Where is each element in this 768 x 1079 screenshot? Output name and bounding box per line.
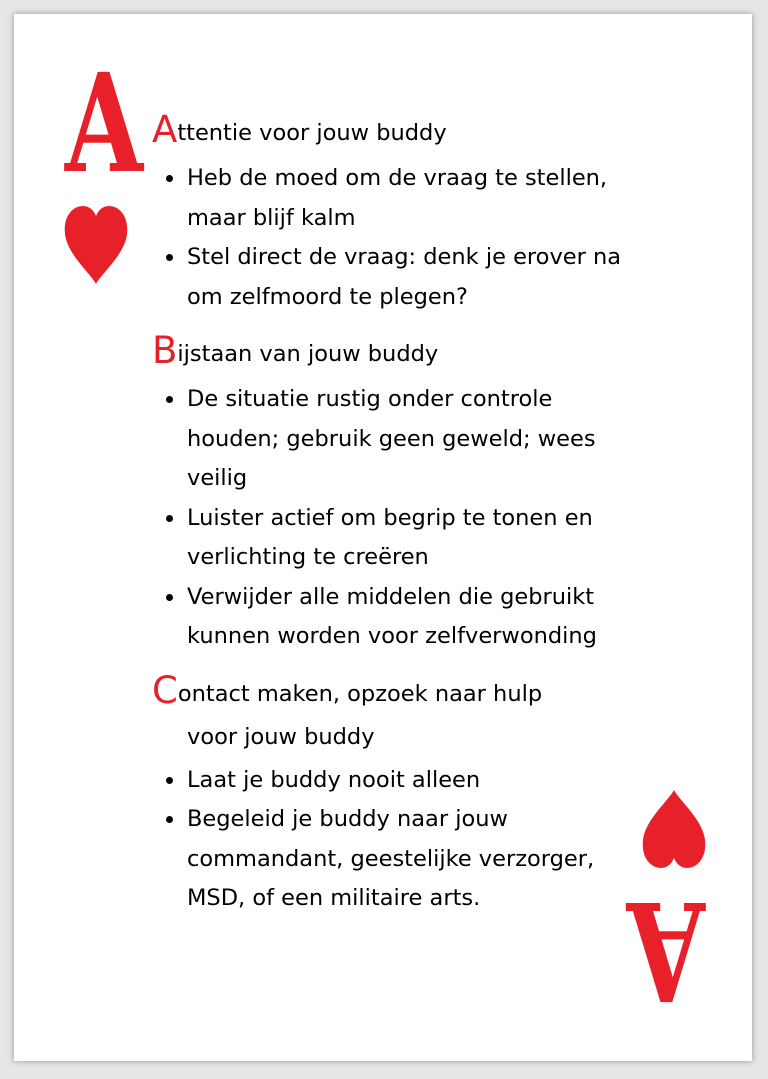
list-item-text: Begeleid je buddy naar jouw commandant, geestelijke verzorger, MSD, of een militaire arts. xyxy=(187,806,595,911)
playing-card xyxy=(14,14,752,1061)
list-item xyxy=(152,380,632,499)
section-title-text: ijstaan van jouw buddy xyxy=(177,341,439,367)
bullet-dot xyxy=(166,515,173,522)
list-item-text: Heb de moed om de vraag te stellen, maar blijf kalm xyxy=(187,165,608,231)
bullet-dot xyxy=(166,816,173,823)
list-item-text: Laat je buddy nooit alleen xyxy=(187,766,481,793)
bullet-list xyxy=(152,159,632,317)
section-contact xyxy=(152,668,632,919)
bullet-dot xyxy=(166,175,173,182)
section-title xyxy=(152,668,632,757)
card-corner-bottom xyxy=(626,790,716,1030)
section-title-text: ttentie voor jouw buddy xyxy=(177,120,447,146)
heart-icon xyxy=(63,204,129,284)
bullet-list xyxy=(152,761,632,919)
section-title xyxy=(152,110,632,155)
section-bijstaan xyxy=(152,331,632,657)
list-item xyxy=(152,238,632,317)
ace-letter: A xyxy=(64,44,144,204)
list-item xyxy=(152,761,632,801)
bullet-dot xyxy=(166,396,173,403)
heart-icon xyxy=(641,790,707,870)
section-title-text: ontact maken, opzoek naar hulp xyxy=(177,680,543,707)
list-item xyxy=(152,499,632,578)
list-item-text: Verwijder alle middelen die gebruikt kunnen worden voor zelfverwonding xyxy=(187,583,597,649)
list-item xyxy=(152,800,632,919)
list-item-text: De situatie rustig onder controle houden; gebruik geen geweld; wees veilig xyxy=(187,386,596,491)
bullet-list xyxy=(152,380,632,657)
section-initial: B xyxy=(152,329,178,372)
section-title-continuation: voor jouw buddy xyxy=(187,723,375,750)
section-initial: C xyxy=(152,668,178,712)
card-corner-top xyxy=(54,44,144,284)
section-initial: A xyxy=(152,108,178,151)
list-item xyxy=(152,578,632,657)
ace-letter: A xyxy=(626,870,706,1030)
list-item xyxy=(152,159,632,238)
list-item-text: Stel direct de vraag: denk je erover na om zelfmoord te plegen? xyxy=(187,244,622,310)
bullet-dot xyxy=(166,777,173,784)
section-attentie xyxy=(152,110,632,317)
abc-content xyxy=(152,110,632,933)
bullet-dot xyxy=(166,254,173,261)
section-title xyxy=(152,331,632,376)
list-item-text: Luister actief om begrip te tonen en verlichting te creëren xyxy=(187,504,593,570)
bullet-dot xyxy=(166,594,173,601)
